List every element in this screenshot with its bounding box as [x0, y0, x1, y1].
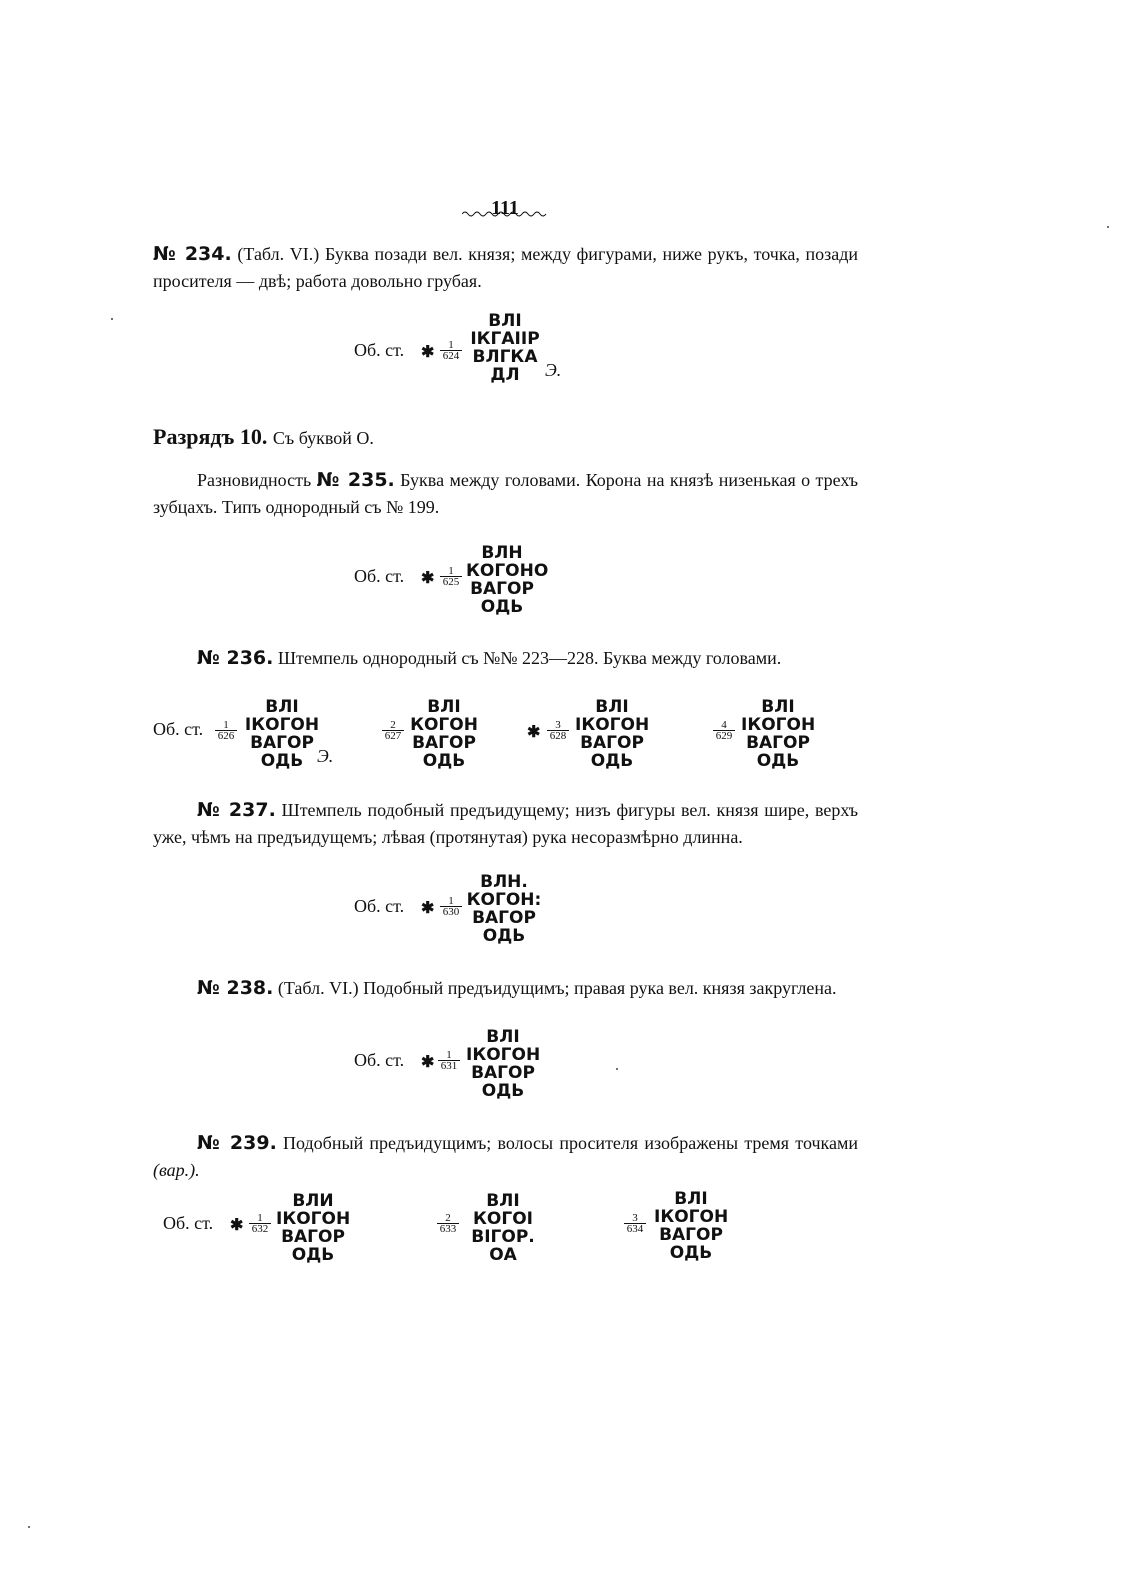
legend-line: ВЛІ [761, 697, 795, 717]
fraction [440, 340, 462, 361]
legend-line: ІКОГОН [575, 715, 650, 735]
coin-legend [466, 1028, 540, 1100]
fraction-numerator: 1 [440, 896, 462, 907]
scan-speck [111, 318, 113, 320]
legend-line: ВЛИ [292, 1191, 334, 1211]
page-number: 111 [491, 197, 519, 219]
legend-line: ВЛН [481, 543, 523, 563]
fraction-numerator: 3 [547, 720, 569, 731]
fraction-numerator: 4 [713, 720, 735, 731]
legend-line: КОГОН [410, 715, 478, 735]
ob-label: Об. ст. [354, 340, 405, 360]
entry-235 [153, 467, 858, 521]
entry-number: № 234. [153, 243, 232, 265]
fraction-numerator: 3 [624, 1213, 646, 1224]
ob-label: Об. ст. [153, 719, 204, 739]
legend-line: ОДЬ [482, 926, 526, 946]
fraction-numerator: 2 [437, 1213, 459, 1224]
legend-line: ДЛ [490, 365, 520, 385]
entry-number: № 237. [197, 799, 276, 821]
legend-line: ВАГОР [746, 733, 810, 753]
legend-line: ВАГОР [580, 733, 644, 753]
legend-line: ВЛГКА [472, 347, 538, 367]
legend-line: ВЛІ [486, 1027, 520, 1047]
legend-line: ВЛІ [265, 697, 299, 717]
legend-line: ВЛІ [674, 1189, 708, 1209]
legend-line: ІКОГОН [741, 715, 816, 735]
legend-line: ВЛІ [427, 697, 461, 717]
entry-number: № 235. [316, 469, 395, 491]
coin-legend [466, 1192, 540, 1264]
coin-legend [244, 698, 320, 770]
entry-text: Подобный предъидущимъ; волосы просителя изображены тремя точками [283, 1133, 859, 1153]
fraction-numerator: 1 [440, 340, 462, 351]
fraction-denominator: 634 [626, 1223, 644, 1235]
fraction [624, 1213, 646, 1234]
entry-239 [153, 1130, 858, 1184]
fraction-numerator: 1 [215, 720, 237, 731]
entry-note: (вар.). [153, 1160, 200, 1180]
entry-text: (Табл. VI.) Подобный предъидущимъ; правая рука вел. князя закруглена. [277, 978, 837, 998]
fraction [547, 720, 569, 741]
entry-text: Буква между головами. Корона на князѣ низенькая о трехъ зубцахъ. Типъ однородный съ № 199. [153, 470, 859, 517]
entry-234 [153, 241, 858, 295]
star-icon: ✱ [230, 1217, 244, 1234]
fraction [713, 720, 735, 741]
entry-238 [153, 975, 858, 1002]
coin-legend [741, 698, 815, 770]
fraction-denominator: 625 [442, 576, 460, 588]
scan-speck [28, 1526, 30, 1528]
mark-e: Э. [317, 746, 334, 766]
legend-line: КОГОІ [473, 1209, 533, 1229]
coin-legend [470, 312, 540, 384]
entry-number: № 236. [197, 647, 274, 669]
legend-line: ОДЬ [756, 751, 800, 771]
fraction-denominator: 629 [715, 730, 733, 742]
fraction [382, 720, 404, 741]
scan-speck [616, 1068, 618, 1070]
section-title: Разрядъ 10. [153, 424, 268, 449]
legend-line: ІКОГОН [276, 1209, 351, 1229]
entry-text: Штемпель подобный предъидущему; низъ фигуры вел. князя шире, верхъ уже, чѣмъ на предъидущемъ; лѣвая (протянутая) рука несоразмѣрно длинна. [153, 800, 859, 847]
entry-number: № 238. [197, 977, 274, 999]
legend-line: ВАГОР [659, 1225, 723, 1245]
legend-line: ІКОГОН [466, 1045, 541, 1065]
legend-line: ОА [489, 1245, 517, 1265]
legend-line: КОГОНО [466, 561, 549, 581]
coin-legend [466, 543, 549, 617]
legend-line: ІКОГОН [244, 715, 320, 735]
fraction [440, 566, 462, 587]
legend-line: ВІГОР. [471, 1227, 535, 1247]
ob-label: Об. ст. [354, 566, 405, 586]
fraction-denominator: 624 [442, 350, 460, 362]
legend-line: ВАГОР [412, 733, 476, 753]
fraction [437, 1213, 459, 1234]
fraction-denominator: 630 [442, 906, 460, 918]
coin-legend [575, 698, 649, 770]
legend-line: ВАГОР [472, 908, 536, 928]
legend-line: ВАГОР [470, 579, 534, 599]
scan-speck [1107, 226, 1109, 228]
mark-e: Э. [545, 360, 562, 380]
fraction-numerator: 1 [249, 1213, 271, 1224]
fraction-denominator: 633 [439, 1223, 457, 1235]
star-icon: ✱ [421, 1054, 435, 1071]
entry-number: № 239. [197, 1132, 277, 1154]
section-heading [153, 424, 374, 450]
star-icon: ✱ [421, 570, 435, 587]
legend-line: ВЛІ [595, 697, 629, 717]
legend-line: ВАГОР [250, 733, 314, 753]
coin-legend [466, 873, 542, 945]
coin-legend [276, 1192, 350, 1264]
legend-line: ОДЬ [291, 1245, 335, 1265]
ob-label: Об. ст. [163, 1213, 214, 1233]
legend-line: ОДЬ [422, 751, 466, 771]
legend-line: ІКГАІІР [470, 329, 540, 349]
fraction [440, 896, 462, 917]
fraction-numerator: 1 [440, 566, 462, 577]
entry-text: Штемпель однородный съ №№ 223—228. Буква между головами. [277, 648, 782, 668]
coin-legend [408, 698, 480, 770]
legend-line: КОГОН: [466, 890, 542, 910]
legend-line: ВАГОР [281, 1227, 345, 1247]
entry-text: (Табл. VI.) Буква позади вел. князя; между фигурами, ниже рукъ, точка, позади просителя — двѣ; работа довольно грубая. [153, 244, 859, 291]
legend-line: ВЛН. [480, 872, 528, 892]
star-icon: ✱ [421, 344, 435, 361]
entry-237 [153, 797, 858, 851]
fraction [215, 720, 237, 741]
fraction-denominator: 632 [251, 1223, 269, 1235]
star-icon: ✱ [527, 724, 541, 741]
star-icon: ✱ [421, 900, 435, 917]
legend-line: ОДЬ [480, 597, 524, 617]
legend-line: ВЛІ [486, 1191, 520, 1211]
legend-line: ВЛІ [488, 311, 522, 331]
fraction [438, 1050, 460, 1071]
legend-line: ІКОГОН [654, 1207, 729, 1227]
entry-intro: Разновидность [197, 470, 312, 490]
fraction-denominator: 627 [384, 730, 402, 742]
legend-line: ОДЬ [669, 1243, 713, 1263]
fraction-denominator: 626 [217, 730, 235, 742]
legend-line: ОДЬ [481, 1081, 525, 1101]
fraction-denominator: 631 [440, 1060, 458, 1072]
legend-line: ВАГОР [471, 1063, 535, 1083]
entry-236 [153, 645, 858, 672]
wavy-rule [462, 210, 548, 218]
ob-label: Об. ст. [354, 1050, 405, 1070]
fraction [249, 1213, 271, 1234]
legend-line: ОДЬ [260, 751, 304, 771]
fraction-numerator: 1 [438, 1050, 460, 1061]
legend-line: ОДЬ [590, 751, 634, 771]
fraction-denominator: 628 [549, 730, 567, 742]
coin-legend [654, 1190, 728, 1262]
fraction-numerator: 2 [382, 720, 404, 731]
section-subtitle: Съ буквой О. [272, 428, 374, 448]
ob-label: Об. ст. [354, 896, 405, 916]
